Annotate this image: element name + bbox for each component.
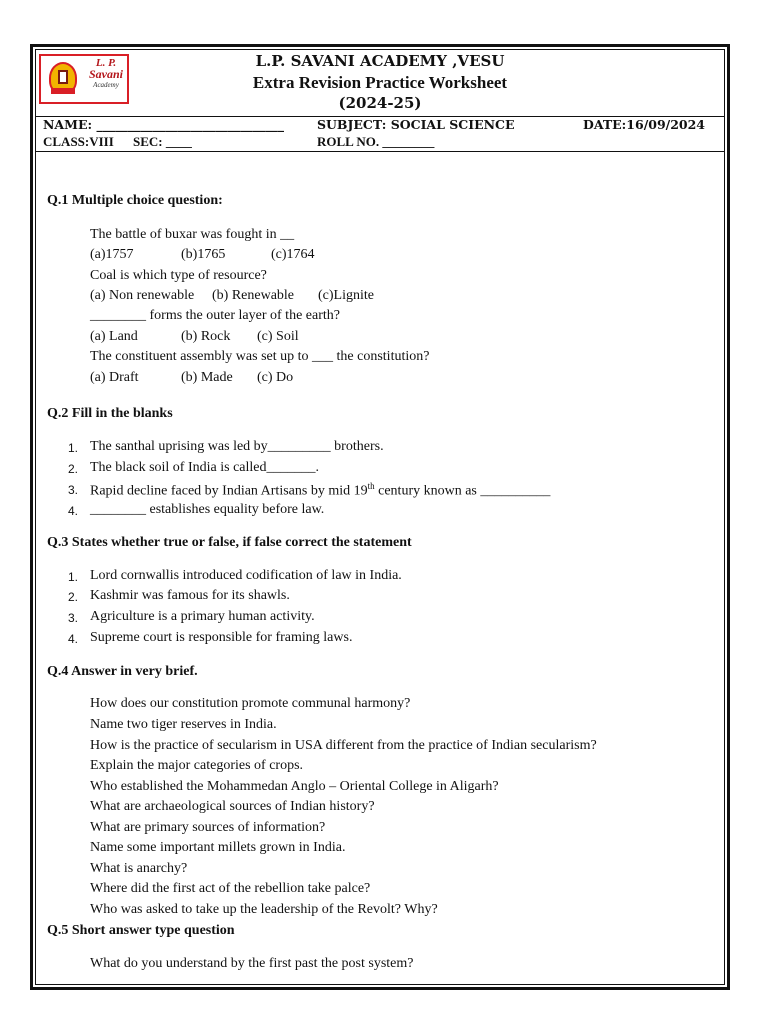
q1-question-3: ________ forms the outer layer of the earth? [90, 308, 340, 323]
q4-item: What is anarchy? [90, 861, 188, 876]
class-label: CLASS:VIII [43, 134, 114, 149]
q4-item: Explain the major categories of crops. [90, 758, 304, 773]
list-number: 1. [68, 441, 79, 455]
q1-option: (c)1764 [271, 247, 315, 262]
q3-item-1: Lord cornwallis introduced codification of law in India. [90, 568, 402, 583]
q3-item-4: Supreme court is responsible for framing laws. [90, 630, 353, 645]
list-number: 3. [68, 611, 79, 625]
q1-option: (c)Lignite [318, 288, 374, 303]
worksheet-header [35, 49, 725, 152]
q4-title: Q.4 Answer in very brief. [47, 664, 198, 679]
q1-option: (c) Do [257, 370, 294, 385]
header-title-block [35, 49, 725, 117]
q1-option: (a) Non renewable [90, 288, 195, 303]
school-name: L.P. SAVANI ACADEMY ,VESU [255, 52, 505, 70]
list-number: 2. [68, 590, 79, 604]
q4-item: What are archaeological sources of Indian history? [90, 799, 375, 814]
q3-title: Q.3 States whether true or false, if false correct the statement [47, 535, 412, 550]
q1-option: (b) Rock [181, 329, 231, 344]
q1-option: (a) Land [90, 329, 138, 344]
q5-title: Q.5 Short answer type question [47, 923, 235, 938]
list-number: 4. [68, 632, 79, 646]
q4-item: Name two tiger reserves in India. [90, 717, 277, 732]
q1-option: (a)1757 [90, 247, 134, 262]
q1-option: (a) Draft [90, 370, 139, 385]
list-number: 3. [68, 483, 79, 497]
name-field: NAME: ______________________________ [43, 117, 284, 132]
q3-item-2: Kashmir was famous for its shawls. [90, 588, 290, 603]
q2-item-2: The black soil of India is called_______. [90, 460, 319, 475]
worksheet-title: Extra Revision Practice Worksheet [252, 73, 508, 92]
q1-title: Q.1 Multiple choice question: [47, 193, 223, 208]
q2-item-3 [90, 481, 550, 500]
q2-item-3-sup: th [367, 481, 375, 491]
q4-item: What are primary sources of information? [90, 820, 326, 835]
logo-line-3: Academy [93, 81, 119, 89]
logo-line-2: Savani [88, 67, 123, 81]
roll-number-field: ROLL NO. ________ [317, 134, 435, 149]
q1-option: (b) Renewable [212, 288, 295, 303]
q4-item: How does our constitution promote communal harmony? [90, 696, 411, 711]
logo-line-1: L. P. [95, 57, 117, 69]
q1-question-2: Coal is which type of resource? [90, 268, 267, 283]
q1-question-1: The battle of buxar was fought in __ [90, 227, 295, 242]
q3-item-3: Agriculture is a primary human activity. [90, 609, 315, 624]
q4-item: How is the practice of secularism in USA different from the practice of Indian secularism? [90, 738, 597, 753]
list-number: 4. [68, 504, 79, 518]
q2-title: Q.2 Fill in the blanks [47, 406, 173, 421]
list-number: 1. [68, 570, 79, 584]
q1-option: (b) Made [181, 370, 233, 385]
q2-item-4: ________ establishes equality before law. [90, 502, 325, 517]
section-field: SEC: ____ [133, 134, 192, 149]
q2-item-1: The santhal uprising was led by_________ brothers. [90, 439, 384, 454]
academic-year: (2024-25) [338, 94, 422, 112]
q2-item-3-text: Rapid decline faced by Indian Artisans by mid 19 [90, 483, 368, 499]
q2-item-3-rest: century known as __________ [374, 483, 551, 499]
q5-item: What do you understand by the first past the post system? [90, 956, 414, 971]
q1-option: (b)1765 [181, 247, 226, 262]
q1-option: (c) Soil [257, 329, 299, 344]
list-number: 2. [68, 462, 79, 476]
date-label: DATE:16/09/2024 [583, 117, 706, 132]
q4-item: Who was asked to take up the leadership of the Revolt? Why? [90, 902, 438, 917]
subject-label: SUBJECT: SOCIAL SCIENCE [317, 117, 515, 132]
q4-item: Name some important millets grown in India. [90, 840, 346, 855]
q4-item: Where did the first act of the rebellion take palce? [90, 881, 371, 896]
q4-item: Who established the Mohammedan Anglo – Oriental College in Aligarh? [90, 779, 499, 794]
q1-question-4: The constituent assembly was set up to ___ the constitution? [90, 349, 430, 364]
